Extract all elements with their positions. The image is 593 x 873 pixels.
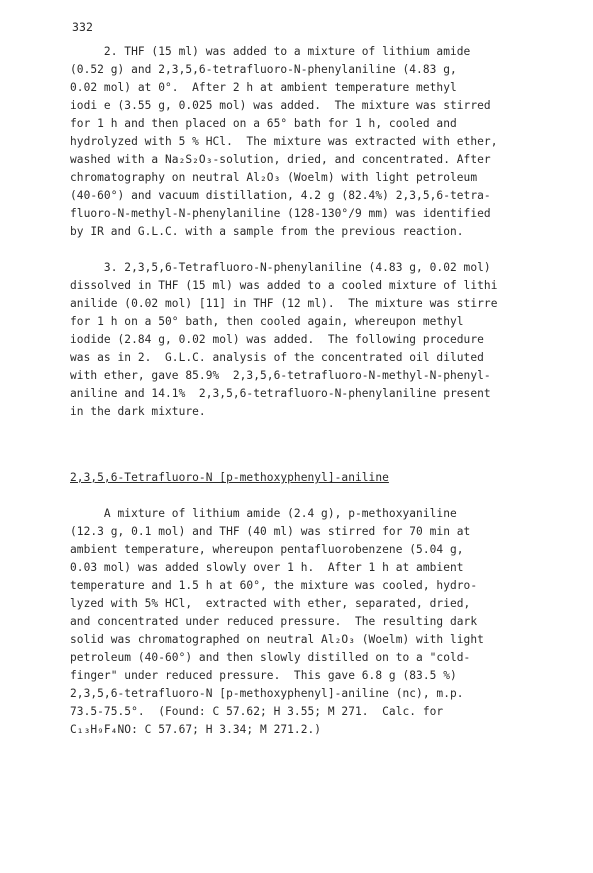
text-line: 2. THF (15 ml) was added to a mixture of lithium amide [70, 45, 471, 58]
text-line: in the dark mixture. [70, 405, 206, 418]
section-heading: 2,3,5,6-Tetrafluoro-N [p-methoxyphenyl]-aniline [70, 471, 389, 484]
text-line: for 1 h and then placed on a 65° bath for 1 h, cooled and [70, 117, 457, 130]
text-line: for 1 h on a 50° bath, then cooled again, whereupon methyl [70, 315, 464, 328]
text-line: fluoro-N-methyl-N-phenylaniline (128-130°/9 mm) was identified [70, 207, 491, 220]
text-line: iodide (2.84 g, 0.02 mol) was added. The following procedure [70, 333, 484, 346]
text-line: washed with a Na₂S₂O₃-solution, dried, and concentrated. After [70, 153, 491, 166]
text-line: anilide (0.02 mol) [11] in THF (12 ml). The mixture was stirre [70, 297, 498, 310]
page-number: 332 [72, 20, 93, 34]
text-line: finger" under reduced pressure. This gave 6.8 g (83.5 %) [70, 669, 457, 682]
text-line: C₁₃H₉F₄NO: C 57.67; H 3.34; M 271.2.) [70, 723, 322, 736]
text-line: dissolved in THF (15 ml) was added to a cooled mixture of lithi [70, 279, 498, 292]
text-line: lyzed with 5% HCl, extracted with ether, separated, dried, [70, 597, 471, 610]
text-line: (0.52 g) and 2,3,5,6-tetrafluoro-N-phenylaniline (4.83 g, [70, 63, 457, 76]
text-line: iodi e (3.55 g, 0.025 mol) was added. The mixture was stirred [70, 99, 491, 112]
text-line: temperature and 1.5 h at 60°, the mixture was cooled, hydro- [70, 579, 478, 592]
text-line: by IR and G.L.C. with a sample from the previous reaction. [70, 225, 464, 238]
text-line: chromatography on neutral Al₂O₃ (Woelm) with light petroleum [70, 171, 478, 184]
text-line: solid was chromatographed on neutral Al₂O₃ (Woelm) with light [70, 633, 484, 646]
text-line: 2,3,5,6-tetrafluoro-N [p-methoxyphenyl]-aniline (nc), m.p. [70, 687, 464, 700]
text-line: 0.02 mol) at 0°. After 2 h at ambient temperature methyl [70, 81, 457, 94]
text-line: with ether, gave 85.9% 2,3,5,6-tetrafluoro-N-methyl-N-phenyl- [70, 369, 491, 382]
text-line: 0.03 mol) was added slowly over 1 h. After 1 h at ambient [70, 561, 464, 574]
text-line: (40-60°) and vacuum distillation, 4.2 g (82.4%) 2,3,5,6-tetra- [70, 189, 491, 202]
text-line: was as in 2. G.L.C. analysis of the concentrated oil diluted [70, 351, 484, 364]
text-line: ambient temperature, whereupon pentafluorobenzene (5.04 g, [70, 543, 464, 556]
text-line: petroleum (40-60°) and then slowly distilled on to a "cold- [70, 651, 471, 664]
text-line: A mixture of lithium amide (2.4 g), p-methoxyaniline [70, 507, 457, 520]
text-line: and concentrated under reduced pressure. The resulting dark [70, 615, 478, 628]
text-line: aniline and 14.1% 2,3,5,6-tetrafluoro-N-phenylaniline present [70, 387, 491, 400]
text-line: (12.3 g, 0.1 mol) and THF (40 ml) was stirred for 70 min at [70, 525, 471, 538]
text-line: hydrolyzed with 5 % HCl. The mixture was extracted with ether, [70, 135, 498, 148]
text-line: 73.5-75.5°. (Found: C 57.62; H 3.55; M 271. Calc. for [70, 705, 444, 718]
text-line: 3. 2,3,5,6-Tetrafluoro-N-phenylaniline (4.83 g, 0.02 mol) [70, 261, 491, 274]
